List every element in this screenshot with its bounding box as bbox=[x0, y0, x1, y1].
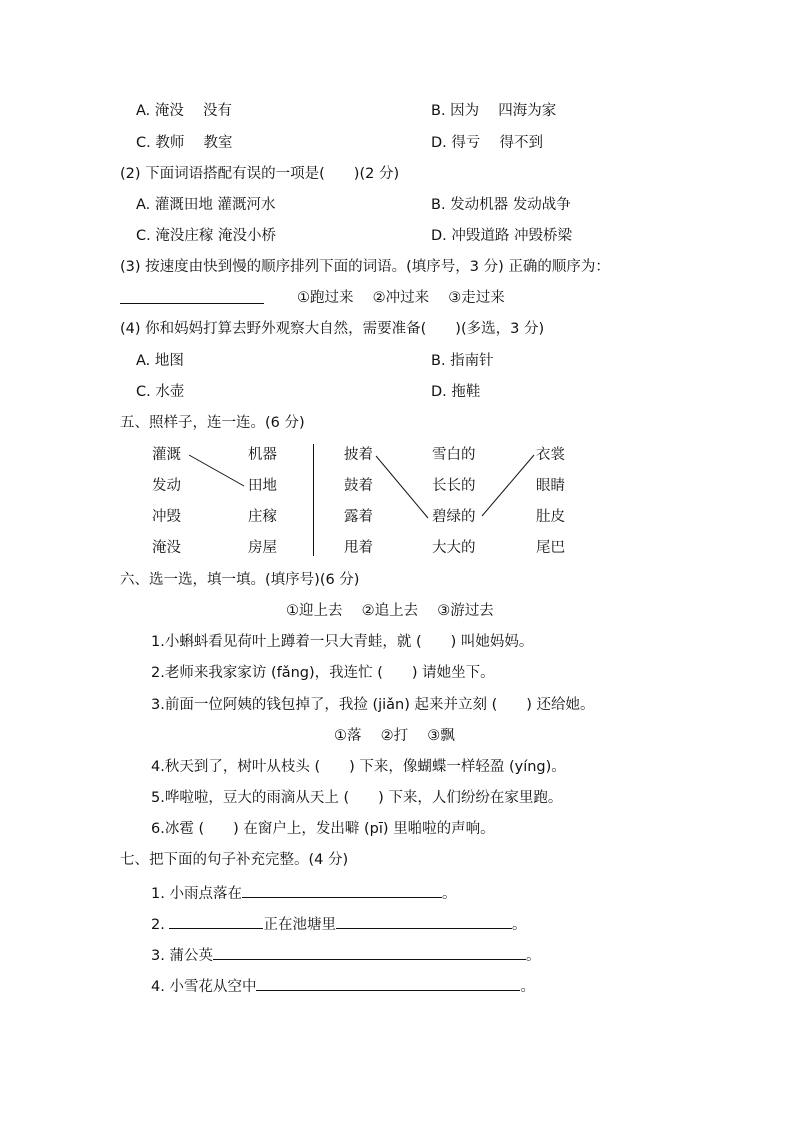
s6-options-group-2: ①落 ②打 ③飘 bbox=[334, 728, 455, 744]
s7-item-2-end: 。 bbox=[511, 917, 527, 933]
s7-item-2-blank-a[interactable] bbox=[169, 913, 263, 929]
q2-option-d: D. 冲毁道路 冲毁桥梁 bbox=[431, 228, 572, 244]
s5-col4-word[interactable]: 碧绿的 bbox=[432, 509, 476, 525]
q3-answer-line[interactable] bbox=[120, 288, 264, 310]
column-divider bbox=[313, 444, 314, 556]
s5-col2-word[interactable]: 田地 bbox=[248, 478, 277, 494]
s6-options-group-1: ①迎上去 ②追上去 ③游过去 bbox=[286, 603, 494, 619]
s7-item-3-end: 。 bbox=[525, 948, 541, 964]
s5-col3-word[interactable]: 露着 bbox=[344, 509, 373, 525]
s7-item-4 bbox=[151, 975, 535, 997]
s7-item-2-middle: 正在池塘里 bbox=[263, 917, 336, 933]
s5-col3-word[interactable]: 披着 bbox=[344, 447, 373, 463]
example-line-2 bbox=[376, 456, 428, 518]
s7-item-2-blank-b[interactable] bbox=[336, 913, 512, 929]
s5-col2-word[interactable]: 庄稼 bbox=[248, 509, 277, 525]
s5-col1-word[interactable]: 冲毁 bbox=[152, 509, 181, 525]
s5-col5-word[interactable]: 肚皮 bbox=[536, 509, 565, 525]
q4-option-b: B. 指南针 bbox=[431, 353, 494, 369]
s5-col1-word[interactable]: 淹没 bbox=[152, 540, 181, 556]
s6-sentence-1: 1.小蝌蚪看见荷叶上蹲着一只大青蛙，就 ( ) 叫她妈妈。 bbox=[151, 634, 534, 650]
s5-col2-word[interactable]: 机器 bbox=[248, 447, 277, 463]
s7-item-2-prefix: 2. bbox=[151, 917, 170, 933]
q4-stem: (4) 你和妈妈打算去野外观察大自然，需要准备( )(多选，3 分) bbox=[120, 321, 545, 337]
s5-col4-word[interactable]: 雪白的 bbox=[432, 447, 476, 463]
section5-title: 五、照样子，连一连。(6 分) bbox=[120, 415, 305, 431]
s7-item-3 bbox=[151, 944, 540, 966]
s7-item-2 bbox=[151, 913, 526, 935]
example-line-3 bbox=[482, 455, 534, 516]
s5-col4-word[interactable]: 长长的 bbox=[432, 478, 476, 494]
q4-option-d: D. 拖鞋 bbox=[431, 384, 481, 400]
s7-item-1-prefix: 1. 小雨点落在 bbox=[151, 886, 242, 902]
s5-col1-word[interactable]: 发动 bbox=[152, 478, 181, 494]
q2-option-a: A. 灌溉田地 灌溉河水 bbox=[136, 197, 276, 213]
q4-option-a: A. 地图 bbox=[136, 353, 184, 369]
s5-col2-word[interactable]: 房屋 bbox=[248, 540, 277, 556]
s6-sentence-5: 5.哗啦啦，豆大的雨滴从天上 ( ) 下来，人们纷纷在家里跑。 bbox=[151, 790, 563, 806]
s5-col3-word[interactable]: 甩着 bbox=[344, 540, 373, 556]
s7-item-4-blank[interactable] bbox=[256, 975, 520, 991]
s6-sentence-2: 2.老师来我家家访 (fǎng)，我连忙 ( ) 请她坐下。 bbox=[151, 665, 495, 681]
s6-sentence-3: 3.前面一位阿姨的钱包掉了，我捡 (jiǎn) 起来并立刻 ( ) 还给她。 bbox=[151, 697, 595, 713]
q2-option-b: B. 发动机器 发动战争 bbox=[431, 197, 571, 213]
q1-option-c: C. 教师 教室 bbox=[136, 135, 233, 151]
s5-col5-word[interactable]: 眼睛 bbox=[536, 478, 565, 494]
s6-sentence-6: 6.冰雹 ( ) 在窗户上，发出噼 (pī) 里啪啦的声响。 bbox=[151, 821, 495, 837]
q3-stem: (3) 按速度由快到慢的顺序排列下面的词语。(填序号，3 分) 正确的顺序为： bbox=[120, 259, 610, 275]
s7-item-3-blank[interactable] bbox=[213, 944, 526, 960]
s7-item-4-end: 。 bbox=[520, 979, 535, 995]
s5-col5-word[interactable]: 尾巴 bbox=[536, 540, 565, 556]
s7-item-1-end: 。 bbox=[441, 886, 457, 902]
s7-item-4-prefix: 4. 小雪花从空中 bbox=[151, 979, 257, 995]
section7-title: 七、把下面的句子补充完整。(4 分) bbox=[120, 852, 349, 868]
q1-option-a: A. 淹没 没有 bbox=[136, 103, 232, 119]
section6-title: 六、选一选，填一填。(填序号)(6 分) bbox=[120, 572, 360, 588]
s5-col5-word[interactable]: 衣裳 bbox=[536, 447, 565, 463]
q2-option-c: C. 淹没庄稼 淹没小桥 bbox=[136, 228, 276, 244]
s7-item-3-prefix: 3. 蒲公英 bbox=[151, 948, 213, 964]
q4-option-c: C. 水壶 bbox=[136, 384, 185, 400]
q2-stem: (2) 下面词语搭配有误的一项是( )(2 分) bbox=[120, 166, 400, 182]
q1-option-d: D. 得亏 得不到 bbox=[431, 135, 543, 151]
q1-option-b: B. 因为 四海为家 bbox=[431, 103, 557, 119]
example-line-1 bbox=[189, 455, 244, 486]
s5-col1-word[interactable]: 灌溉 bbox=[152, 447, 181, 463]
s6-sentence-4: 4.秋天到了，树叶从枝头 ( ) 下来，像蝴蝶一样轻盈 (yíng)。 bbox=[151, 759, 566, 775]
s5-col3-word[interactable]: 鼓着 bbox=[344, 478, 373, 494]
s7-item-1 bbox=[151, 882, 456, 904]
q3-options: ①跑过来 ②冲过来 ③走过来 bbox=[297, 290, 505, 306]
s7-item-1-blank[interactable] bbox=[242, 882, 442, 898]
s5-col4-word[interactable]: 大大的 bbox=[432, 540, 476, 556]
